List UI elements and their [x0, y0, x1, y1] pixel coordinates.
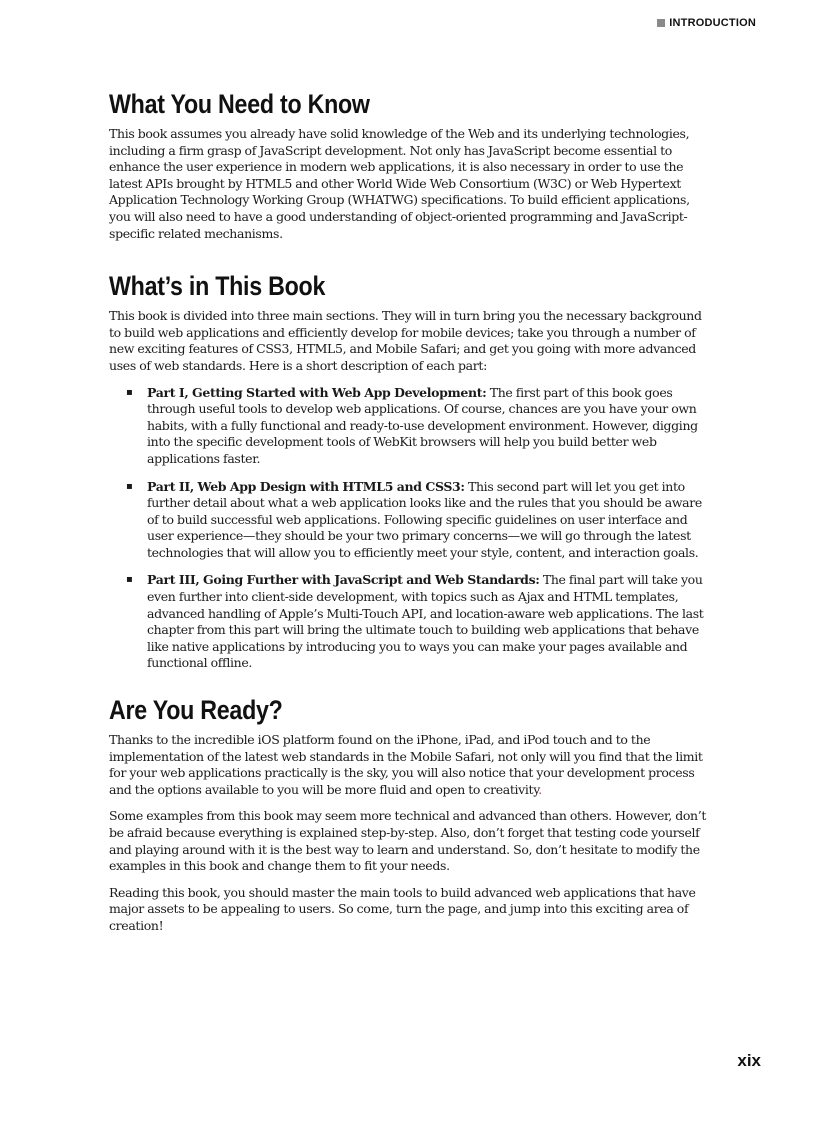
list-item-text: The first part of this book goes through useful tools to develop web applications. Of course, chances are you have your own habits, with a fully functional and ready-to-use development environment. However, digging into the specific development tools of WebKit browsers will help you build better web applications faster. — [147, 384, 698, 466]
paragraph — [109, 732, 709, 798]
bullet-icon: ▪ — [126, 386, 133, 398]
page-number: xix — [737, 1051, 761, 1070]
list-item — [109, 572, 709, 672]
trailing-mark: . — [538, 781, 542, 797]
paragraph: Reading this book, you should master the main tools to build advanced web applications that have major assets to be appealing to users. So come, turn the page, and jump into this exciting area of creation! — [109, 884, 696, 933]
page-content — [109, 88, 709, 963]
bullet-icon: ▪ — [126, 574, 133, 586]
square-icon — [657, 19, 665, 27]
list-item-title: Part I, Getting Started with Web App Development: — [147, 384, 487, 400]
list-item — [109, 479, 709, 562]
list-item-title: Part III, Going Further with JavaScript and Web Standards: — [147, 572, 540, 588]
paragraph: Some examples from this book may seem more technical and advanced than others. However, don’t be afraid because everything is explained step-by-step. Also, don’t forget that testing code yourself and playing around with it is the best way to learn and understand. So, don’t hesitate to modify the examples in this book and change them to fit your needs. — [109, 808, 707, 874]
list-item-title: Part II, Web App Design with HTML5 and CSS3: — [147, 478, 465, 494]
section-heading: What’s in This Book — [109, 271, 326, 302]
running-head-label: INTRODUCTION — [669, 17, 756, 29]
section-what-you-need — [109, 88, 709, 242]
paragraph: This book assumes you already have solid knowledge of the Web and its underlying technologies, including a firm grasp of JavaScript development. Not only has JavaScript become essential to enhance the user experience in modern web applications, it is also necessary in order to use the latest APIs brought by HTML5 and other World Wide Web Consortium (W3C) or Web Hypertext Application Technology Working Group (WHATWG) specifications. To build efficient applications, you will also need to have a good understanding of object-oriented programming and JavaScript-specific related mechanisms. — [109, 126, 690, 241]
bullet-icon: ▪ — [126, 480, 133, 492]
list-item-text: This second part will let you get into further detail about what a web application looks like and the rules that you should be aware of to build successful web applications. Following specific guidelines on user interface and user experience—they should be your two primary concerns—we will go through the latest technologies that will allow you to efficiently meet your style, content, and interaction goals. — [147, 478, 702, 560]
section-whats-in-book — [109, 270, 709, 672]
list-item-text: The final part will take you even further into client-side development, with topics such as Ajax and HTML templates, advanced handling of Apple’s Multi-Touch API, and location-aware web applications. The last chapter from this part will bring the ultimate touch to building web applications that behave like native applications by introducing you to ways you can make your pages available and functional offline. — [147, 572, 704, 671]
section-heading: What You Need to Know — [109, 89, 370, 119]
parts-list — [109, 385, 709, 673]
running-head — [657, 17, 756, 29]
paragraph: This book is divided into three main sections. They will in turn bring you the necessary background to build web applications and efficiently develop for mobile devices; take you through a number of new exciting features of CSS3, HTML5, and Mobile Safari; and get you going with more advanced uses of web standards. Here is a short description of each part: — [109, 308, 702, 373]
paragraph-text: Thanks to the incredible iOS platform found on the iPhone, iPad, and iPod touch and to the implementation of the latest web standards in the Mobile Safari, not only will you find that the limit for your web applications practically is the sky, you will also notice that your development process and the options available to you will be more fluid and open to creativity — [109, 732, 703, 797]
section-are-you-ready — [109, 694, 709, 935]
list-item — [109, 385, 709, 468]
section-heading: Are You Ready? — [109, 695, 283, 726]
